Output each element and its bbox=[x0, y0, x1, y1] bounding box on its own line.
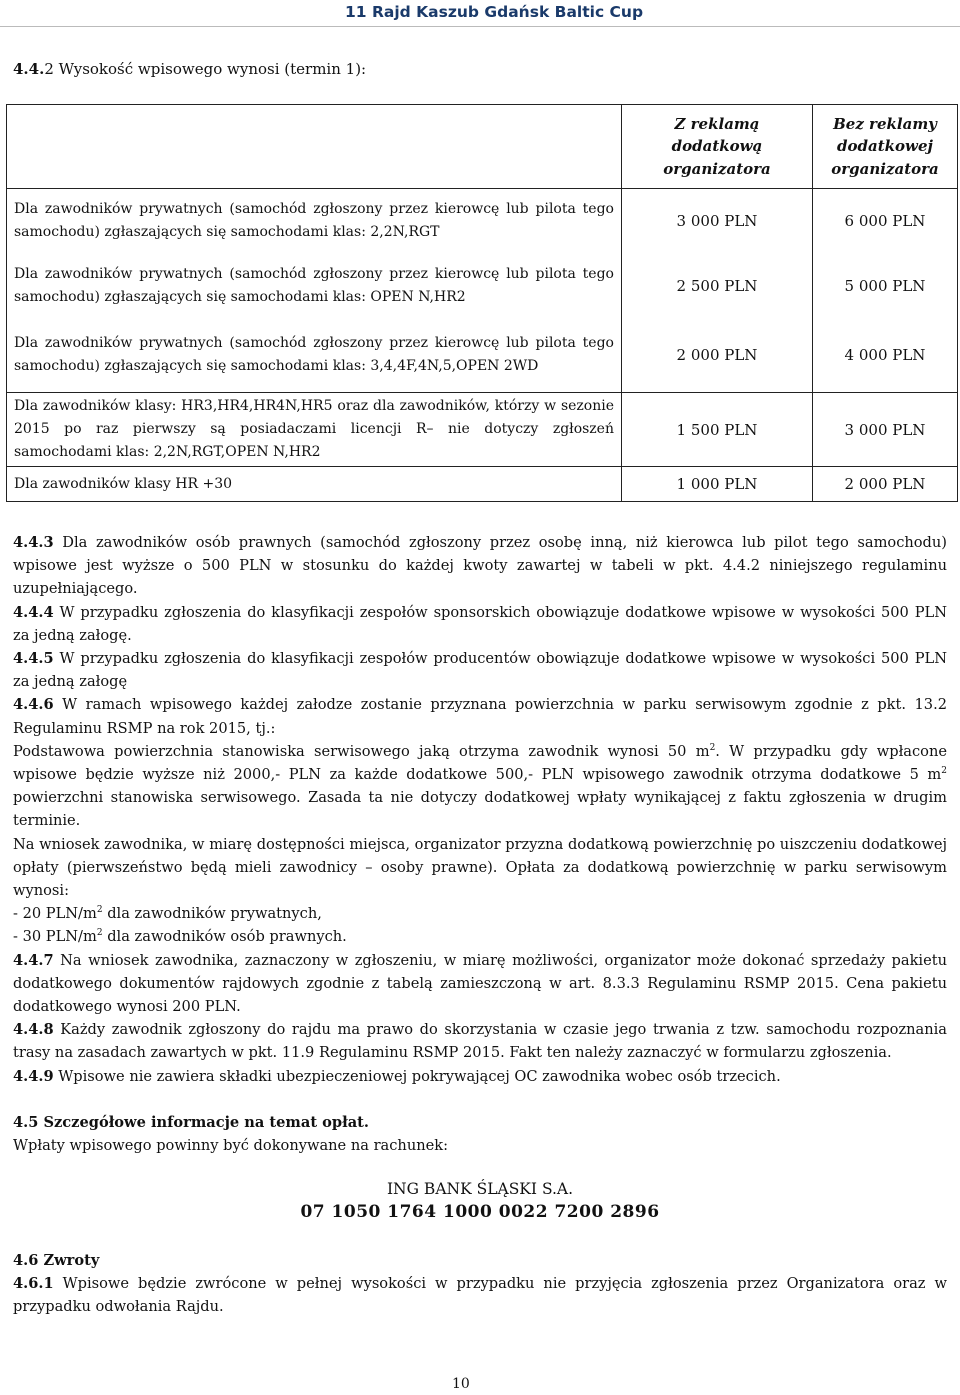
row-amount-with-ad: 1 500 PLN bbox=[622, 393, 813, 467]
superscript: 2 bbox=[709, 742, 716, 753]
paragraph-text: Na wniosek zawodnika, zaznaczony w zgłoszeniu, w miarę możliwości, organizator może dokonać sprzedaży pakietu dodatkowego dokumentów rajdowych zgodnie z tabelą zamieszczoną w art. 8.3.3 Regulaminu RSMP 2015. Cena pakietu dodatkowego wynosi 200 PLN. bbox=[13, 951, 947, 1016]
section-number-tail: 2 bbox=[44, 60, 54, 78]
paragraph-number: 4.4.4 bbox=[13, 603, 54, 621]
paragraph-446-service-area bbox=[13, 740, 947, 833]
paragraph-text: . W przypadku gdy wpłacone wpisowe będzie wyższe niż 2000,- PLN za każde dodatkowe 500,- PLN wpisowego zawodnik otrzyma dodatkowe 5 m bbox=[13, 742, 948, 784]
paragraph-446-extra-area bbox=[13, 833, 947, 903]
paragraph-text: - 30 PLN/m bbox=[13, 928, 97, 946]
paragraph-444 bbox=[13, 601, 947, 647]
row-description: Dla zawodników prywatnych (samochód zgłoszony przez kierowcę lub pilota tego samochodu) zgłaszających się samochodami klas: OPEN N,HR2 bbox=[7, 253, 622, 319]
header-title: 11 Rajd Kaszub Gdańsk Baltic Cup bbox=[345, 3, 644, 21]
paragraph-number: 4.6.1 bbox=[13, 1274, 54, 1292]
paragraph-number: 4.4.6 bbox=[13, 696, 54, 714]
section-46-heading: 4.6 Zwroty bbox=[13, 1251, 100, 1269]
page-header bbox=[0, 0, 960, 26]
paragraph-461 bbox=[13, 1272, 947, 1318]
table-row bbox=[7, 253, 958, 319]
paragraph-443 bbox=[13, 531, 947, 601]
paragraph-449 bbox=[13, 1065, 947, 1088]
paragraph-text: W ramach wpisowego każdej załodze zostanie przyznana powierzchnia w parku serwisowym zgodnie z pkt. 13.2 Regulaminu RSMP na rok 2015, tj.: bbox=[13, 696, 947, 737]
row-amount-without-ad: 5 000 PLN bbox=[813, 253, 958, 319]
col-header-with-ad: Z reklamą dodatkową organizatora bbox=[622, 105, 813, 189]
bank-name: ING BANK ŚLĄSKI S.A. bbox=[386, 1180, 574, 1199]
paragraph-text: Wpisowe nie zawiera składki ubezpieczeniowej pokrywającej OC zawodnika wobec osób trzecich. bbox=[53, 1067, 781, 1085]
section-45-text: Wpłaty wpisowego powinny być dokonywane na rachunek: bbox=[13, 1137, 449, 1155]
paragraph-text: - 20 PLN/m bbox=[13, 905, 97, 923]
row-amount-with-ad: 2 000 PLN bbox=[622, 319, 813, 393]
paragraph-text: W przypadku zgłoszenia do klasyfikacji zespołów sponsorskich obowiązuje dodatkowe wpisowe w wysokości 500 PLN za jedną załogę. bbox=[13, 603, 947, 644]
row-amount-without-ad: 2 000 PLN bbox=[813, 467, 958, 502]
paragraph-447 bbox=[13, 949, 947, 1019]
paragraph-text: Podstawowa powierzchnia stanowiska serwisowego jaką otrzyma zawodnik wynosi 50 m bbox=[13, 742, 710, 760]
paragraph-number: 4.4.8 bbox=[13, 1021, 54, 1039]
fee-legal bbox=[13, 925, 947, 948]
superscript: 2 bbox=[96, 928, 103, 939]
row-description: Dla zawodników prywatnych (samochód zgłoszony przez kierowcę lub pilota tego samochodu) zgłaszających się samochodami klas: 3,4,4F,4N,5,OPEN 2WD bbox=[7, 319, 622, 393]
section-45-heading: 4.5 Szczegółowe informacje na temat opłat. bbox=[13, 1113, 369, 1131]
paragraph-text: Na wniosek zawodnika, w miarę dostępności miejsca, organizator przyzna dodatkową powierzchnię po uiszczeniu dodatkowej opłaty (pierwszeństwo będą mieli zawodnicy – osoby prawne). Opłata za dodatkową powierzchnię w parku serwisowym wynosi: bbox=[13, 835, 947, 900]
table-row bbox=[7, 319, 958, 393]
section-442-heading bbox=[13, 60, 366, 78]
row-description: Dla zawodników klasy: HR3,HR4,HR4N,HR5 oraz dla zawodników, którzy w sezonie 2015 po raz pierwszy są posiadaczami licencji R– nie dotyczy zgłoszeń samochodami klas: 2,2N,RGT,OPEN N,HR2 bbox=[7, 393, 622, 467]
paragraph-text: Wpisowe będzie zwrócone w pełnej wysokości w przypadku nie przyjęcia zgłoszenia przez Organizatora oraz w przypadku odwołania Rajdu. bbox=[13, 1274, 947, 1316]
header-rule bbox=[0, 26, 960, 27]
paragraph-number: 4.4.5 bbox=[13, 650, 54, 668]
section-title: Wysokość wpisowego wynosi (termin 1): bbox=[53, 60, 367, 78]
row-description: Dla zawodników klasy HR +30 bbox=[7, 467, 622, 502]
superscript: 2 bbox=[941, 766, 947, 777]
paragraph-448 bbox=[13, 1018, 947, 1064]
fees-table bbox=[6, 104, 958, 502]
row-amount-with-ad: 2 500 PLN bbox=[622, 253, 813, 319]
row-amount-with-ad: 1 000 PLN bbox=[622, 467, 813, 502]
paragraph-445 bbox=[13, 647, 947, 693]
page-number: 10 bbox=[452, 1376, 470, 1392]
paragraph-446 bbox=[13, 693, 947, 739]
paragraph-text: Każdy zawodnik zgłoszony do rajdu ma prawo do skorzystania w czasie jego trwania z tzw. samochodu rozpoznania trasy na zasadach zawartych w pkt. 11.9 Regulaminu RSMP 2015. Fakt ten należy zaznaczyć w formularzu zgłoszenia. bbox=[13, 1021, 947, 1062]
table-row bbox=[7, 189, 958, 253]
table-row bbox=[7, 393, 958, 467]
paragraph-number: 4.4.3 bbox=[13, 534, 54, 551]
row-amount-without-ad: 6 000 PLN bbox=[813, 189, 958, 253]
table-header-empty bbox=[7, 105, 622, 189]
row-description: Dla zawodników prywatnych (samochód zgłoszony przez kierowcę lub pilota tego samochodu) zgłaszających się samochodami klas: 2,2N,RGT bbox=[7, 189, 622, 253]
table-header-row bbox=[7, 105, 958, 189]
row-amount-without-ad: 4 000 PLN bbox=[813, 319, 958, 393]
bank-account-number: 07 1050 1764 1000 0022 7200 2896 bbox=[300, 1202, 660, 1223]
row-amount-with-ad: 3 000 PLN bbox=[622, 189, 813, 253]
document-body bbox=[13, 531, 947, 1318]
paragraph-number: 4.4.7 bbox=[13, 951, 54, 969]
fee-private bbox=[13, 902, 947, 925]
paragraph-text: powierzchni stanowiska serwisowego. Zasada ta nie dotyczy dodatkowej wpłaty wynikającej z faktu zgłoszenia w drugim terminie. bbox=[13, 789, 947, 830]
paragraph-text: W przypadku zgłoszenia do klasyfikacji zespołów producentów obowiązuje dodatkowe wpisowe w wysokości 500 PLN za jedną załogę bbox=[13, 650, 947, 691]
paragraph-text: Dla zawodników osób prawnych (samochód zgłoszony przez osobę inną, niż kierowca lub pilot tego samochodu) wpisowe jest wyższe o 500 PLN w stosunku do każdej kwoty zawartej w tabeli w pkt. 4.4.2 niniejszego regulaminu uzupełniającego. bbox=[13, 534, 947, 598]
paragraph-text: dla zawodników osób prawnych. bbox=[102, 928, 347, 946]
section-number: 4.4. bbox=[13, 60, 45, 78]
superscript: 2 bbox=[96, 905, 103, 916]
col-header-without-ad: Bez reklamy dodatkowej organizatora bbox=[813, 105, 958, 189]
row-amount-without-ad: 3 000 PLN bbox=[813, 393, 958, 467]
paragraph-number: 4.4.9 bbox=[13, 1067, 54, 1085]
table-row bbox=[7, 467, 958, 502]
paragraph-text: dla zawodników prywatnych, bbox=[102, 905, 322, 923]
